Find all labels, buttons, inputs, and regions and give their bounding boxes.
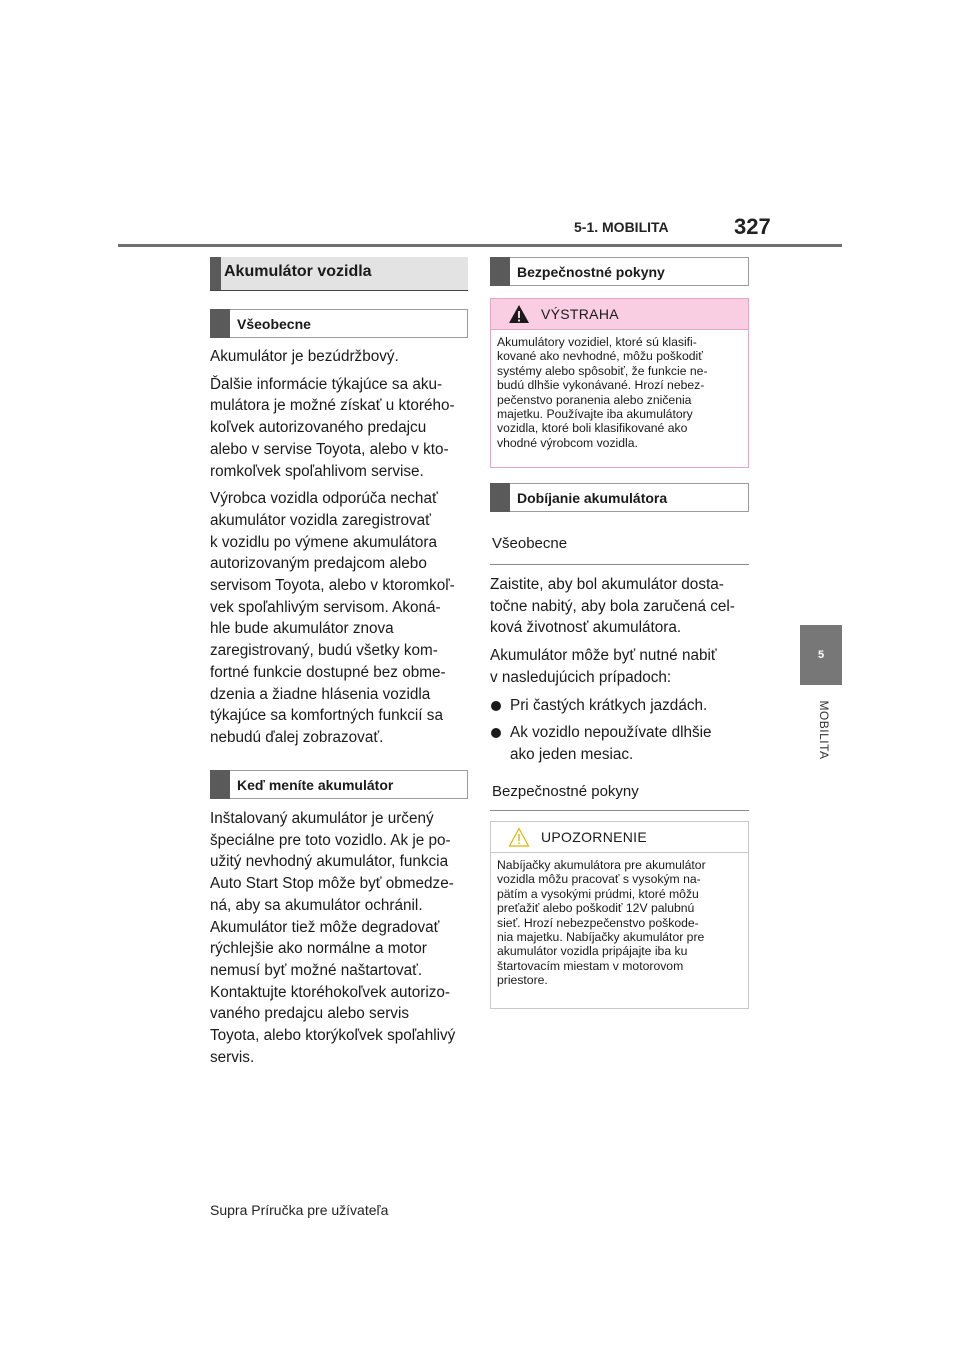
chapter-tab xyxy=(800,625,842,685)
notice-text: Nabíjačky akumulátora pre akumulátor vozidla môžu pracovať s vysokým na- pätím a vysokými prúdmi, ktoré môžu preťažiť alebo poškodiť 12V palubnú sieť. Hrozí nebezpečenstvo poškode- nia majetku. Nabíjačky akumulátor pre akumulátor vozidla pripájajte iba ku štartovacím miestam v motorovom priestore. xyxy=(497,858,706,988)
list-item: Pri častých krátkych jazdách. xyxy=(490,695,754,717)
subheading-bar xyxy=(490,257,510,286)
warning-box xyxy=(490,298,749,468)
caution-triangle-outline-icon xyxy=(508,827,530,847)
subheading-box-safety xyxy=(490,257,749,286)
header-divider xyxy=(118,244,842,247)
paragraph: Akumulátor je bezúdržbový. xyxy=(210,348,399,365)
subheading-box-replace xyxy=(210,770,468,799)
bullet-icon xyxy=(491,728,501,738)
subheading-box-general xyxy=(210,309,468,338)
charging-safety-heading: Bezpečnostné pokyny xyxy=(490,783,749,811)
paragraph: Akumulátor môže byť nutné nabiť v nasledujúcich prípadoch: xyxy=(490,647,717,686)
subheading-box-charging xyxy=(490,483,749,512)
subheading-charging: Dobíjanie akumulátora xyxy=(517,490,668,506)
warning-text: Akumulátory vozidiel, ktoré sú klasifi- kované ako nevhodné, môžu poškodiť systémy alebo spôsobiť, že funkcie ne- budú dlhšie vykonávané. Hrozí nebez- pečenstvo poranenia alebo zničenia majetku. Používajte iba akumulátory vozidla, ktoré boli klasifikované ako vhodné výrobcom vozidla. xyxy=(497,335,708,450)
section-title: 5-1. MOBILITA xyxy=(574,219,669,235)
main-heading-box xyxy=(210,257,468,291)
charging-bullet-list xyxy=(490,695,754,766)
general-text-block xyxy=(210,346,472,755)
paragraph: Inštalovaný akumulátor je určený špeciálne pre toto vozidlo. Ak je po- užitý nevhodný akumulátor, funkcia Auto Start Stop môže byť obmedze- ná, aby sa akumulátor ochránil. Akumulátor tiež môže degradovať rýchlejšie ako normálne a motor nemusí byť možné naštartovať. Kontaktujte ktoréhokoľvek autorizo- vaného predajcu alebo servis Toyota, alebo ktorýkoľvek spoľahlivý servis. xyxy=(210,810,456,1066)
subheading-bar xyxy=(490,483,510,512)
footer-text: Supra Príručka pre užívateľa xyxy=(210,1202,389,1218)
notice-title: UPOZORNENIE xyxy=(541,829,647,845)
charging-text-block xyxy=(490,574,754,772)
list-item: Ak vozidlo nepoužívate dlhšie ako jeden mesiac. xyxy=(490,722,754,765)
subheading-general: Všeobecne xyxy=(237,316,311,332)
paragraph: Výrobca vozidla odporúča nechať akumulátor vozidla zaregistrovať k vozidlu po výmene akumulátora autorizovaným predajcom alebo servisom Toyota, alebo v ktoromkoľ- vek spoľahlivým servisom. Akoná- hle bude akumulátor znova zaregistrovaný, budú všetky kom- fortné funkcie dostupné bez obme- dzenia a žiadne hlásenia vozidla týkajúce sa komfortných funkcií sa nebudú ďalej zobrazovať. xyxy=(210,490,455,746)
subheading-safety: Bezpečnostné pokyny xyxy=(517,264,665,280)
replace-text-block xyxy=(210,808,472,1074)
paragraph: Zaistite, aby bol akumulátor dosta- točne nabitý, aby bola zaručená cel- ková životnosť akumulátora. xyxy=(490,576,735,637)
subheading-bar xyxy=(210,770,230,799)
notice-box xyxy=(490,821,749,1009)
subheading-replace: Keď meníte akumulátor xyxy=(237,777,394,793)
warning-triangle-icon xyxy=(508,304,530,324)
chapter-number: 5 xyxy=(817,649,825,661)
paragraph: Ďalšie informácie týkajúce sa aku- mulátora je možné získať u ktorého- koľvek autorizovaného predajcu alebo v servise Toyota, alebo v kto- romkoľvek spoľahlivom servise. xyxy=(210,375,455,480)
page-number: 327 xyxy=(734,214,771,239)
chapter-label: MOBILITA xyxy=(817,700,831,760)
notice-header xyxy=(491,822,748,853)
warning-header xyxy=(491,299,748,330)
main-heading: Akumulátor vozidla xyxy=(224,263,372,280)
warning-title: VÝSTRAHA xyxy=(541,306,619,322)
bullet-icon xyxy=(491,701,501,711)
charging-general-heading: Všeobecne xyxy=(490,535,749,565)
heading-bar xyxy=(210,257,221,290)
subheading-bar xyxy=(210,309,230,338)
